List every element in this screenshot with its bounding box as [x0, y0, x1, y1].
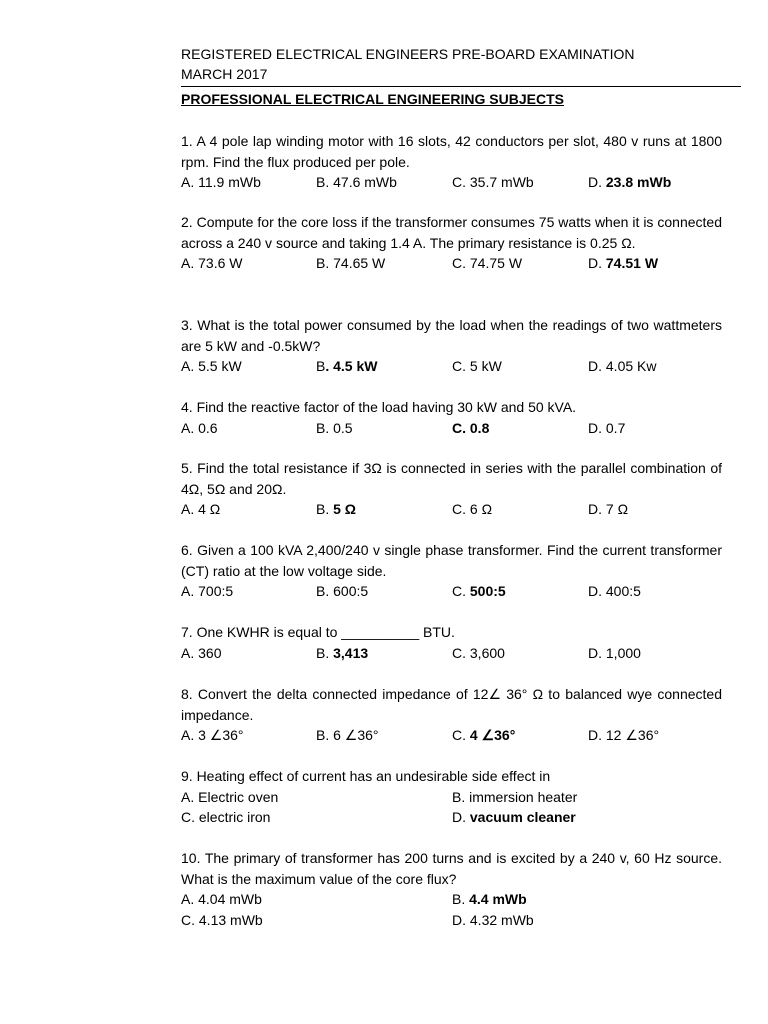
question-7-choice-a: A. 360 [181, 644, 222, 661]
question-2-choice-b: B. 74.65 W [316, 255, 386, 271]
question-10-choice-b [452, 889, 527, 910]
exam-date: MARCH 2017 [181, 66, 268, 82]
question-6-choice-d: D. 400:5 [588, 583, 641, 599]
question-4-text: 4. Find the reactive factor of the load having 30 kW and 50 kVA. [181, 399, 577, 415]
question-7-choice-b [316, 643, 368, 664]
question-4-choice-c: C. 0.8 [452, 419, 490, 436]
choice-letter: D. [452, 809, 470, 825]
choice-letter: C. [452, 583, 470, 599]
question-9 [181, 766, 722, 828]
choice-letter: B. [452, 891, 470, 907]
question-9-choice-b: B. immersion heater [452, 788, 578, 805]
correct-answer: 4 ∠36° [469, 727, 516, 743]
question-7-choice-c: C. 3,600 [452, 644, 505, 661]
question-8-text: 8. Convert the delta connected impedance of 12∠ 36° Ω to balanced wye connected impedance. [181, 686, 722, 723]
question-6-choice-b: B. 600:5 [316, 583, 369, 599]
question-2-choice-c: C. 74.75 W [452, 255, 523, 271]
question-9-choice-c: C. electric iron [181, 809, 271, 825]
question-9-choices-row-1 [181, 787, 722, 808]
choice-letter: B. [316, 644, 334, 661]
exam-title: REGISTERED ELECTRICAL ENGINEERS PRE-BOARD EXAMINATION [181, 46, 635, 62]
subject-heading: PROFESSIONAL ELECTRICAL ENGINEERING SUBJECTS [181, 91, 564, 107]
header-divider [181, 86, 741, 87]
question-10-choices-row-1 [181, 889, 722, 910]
question-1-choice-a: A. 11.9 mWb [181, 174, 261, 190]
question-5-choice-c: C. 6 Ω [452, 501, 493, 517]
question-8-choices [181, 725, 722, 746]
question-6-choice-c [452, 581, 506, 602]
correct-answer: 23.8 mWb [605, 174, 672, 190]
question-10-choice-d: D. 4.32 mWb [452, 911, 534, 928]
question-3-choice-c: C. 5 kW [452, 358, 502, 374]
question-9-choices-row-2 [181, 807, 722, 828]
question-2-choice-a: A. 73.6 W [181, 255, 243, 271]
question-3-text: 3. What is the total power consumed by the load when the readings of two wattmeters are 5 kW and -0.5kW? [181, 317, 722, 354]
question-3-choice-b [316, 356, 377, 377]
question-1-text: 1. A 4 pole lap winding motor with 16 slots, 42 conductors per slot, 480 v runs at 1800 rpm. Find the flux produced per pole. [181, 133, 722, 170]
question-10-choice-a: A. 4.04 mWb [181, 891, 262, 907]
choice-letter: D. [588, 255, 606, 271]
question-2-choices [181, 253, 722, 274]
question-6-text: 6. Given a 100 kVA 2,400/240 v single phase transformer. Find the current transformer (CT) ratio at the low voltage side. [181, 542, 722, 579]
question-10-text: 10. The primary of transformer has 200 turns and is excited by a 240 v, 60 Hz source. What is the maximum value of the core flux? [181, 850, 722, 887]
question-10 [181, 848, 722, 930]
question-6 [181, 540, 722, 602]
question-1-choice-c: C. 35.7 mWb [452, 174, 534, 190]
choice-letter: D. [588, 174, 606, 190]
question-1-choices [181, 172, 722, 193]
question-3-choice-a: A. 5.5 kW [181, 358, 242, 374]
question-4-choice-d: D. 0.7 [588, 419, 626, 436]
question-2-choice-d [588, 253, 658, 274]
question-10-choice-c: C. 4.13 mWb [181, 911, 263, 928]
question-3 [181, 315, 722, 377]
question-3-choice-d: D. 4.05 Kw [588, 358, 657, 374]
question-8-choice-b: B. 6 ∠36° [316, 727, 379, 743]
choice-letter: C. [452, 727, 470, 743]
question-8 [181, 684, 722, 746]
question-10-choices-row-2 [181, 910, 722, 931]
correct-answer: 500:5 [469, 583, 506, 599]
question-7 [181, 622, 722, 663]
question-6-choice-a: A. 700:5 [181, 583, 234, 599]
question-5-text: 5. Find the total resistance if 3Ω is connected in series with the parallel combination of 4Ω, 5Ω and 20Ω. [181, 460, 722, 497]
question-7-choices [181, 643, 722, 664]
question-9-choice-a: A. Electric oven [181, 788, 279, 805]
question-6-choices [181, 581, 722, 602]
question-5-choice-d: D. 7 Ω [588, 501, 629, 517]
question-1-choice-b: B. 47.6 mWb [316, 174, 397, 190]
question-8-choice-d: D. 12 ∠36° [588, 727, 660, 743]
question-5-choices [181, 499, 722, 520]
question-2 [181, 212, 722, 274]
correct-answer: vacuum cleaner [469, 809, 576, 825]
correct-answer: 4.4 mWb [469, 891, 527, 907]
question-7-choice-d: D. 1,000 [588, 644, 641, 661]
correct-answer: 74.51 W [605, 255, 659, 271]
question-8-choice-c [452, 725, 515, 746]
choice-letter: B. [316, 501, 334, 517]
question-5-choice-b [316, 499, 356, 520]
correct-answer: 5 Ω [333, 501, 357, 517]
choice-letter: B [316, 358, 326, 374]
question-4 [181, 397, 722, 438]
question-5 [181, 458, 722, 520]
question-1-choice-d [588, 172, 671, 193]
question-3-choices [181, 356, 722, 377]
question-5-choice-a: A. 4 Ω [181, 501, 221, 517]
question-2-text: 2. Compute for the core loss if the transformer consumes 75 watts when it is connected across a 240 v source and taking 1.4 A. The primary resistance is 0.25 Ω. [181, 214, 722, 251]
question-7-text: 7. One KWHR is equal to __________ BTU. [181, 624, 455, 640]
correct-answer: . 4.5 kW [325, 358, 378, 374]
question-9-text: 9. Heating effect of current has an undesirable side effect in [181, 768, 551, 784]
question-4-choices [181, 418, 722, 439]
question-1 [181, 131, 722, 193]
question-4-choice-b: B. 0.5 [316, 419, 353, 436]
question-4-choice-a: A. 0.6 [181, 419, 218, 436]
question-9-choice-d [452, 807, 576, 828]
correct-answer: 3,413 [333, 644, 369, 661]
question-8-choice-a: A. 3 ∠36° [181, 727, 244, 743]
